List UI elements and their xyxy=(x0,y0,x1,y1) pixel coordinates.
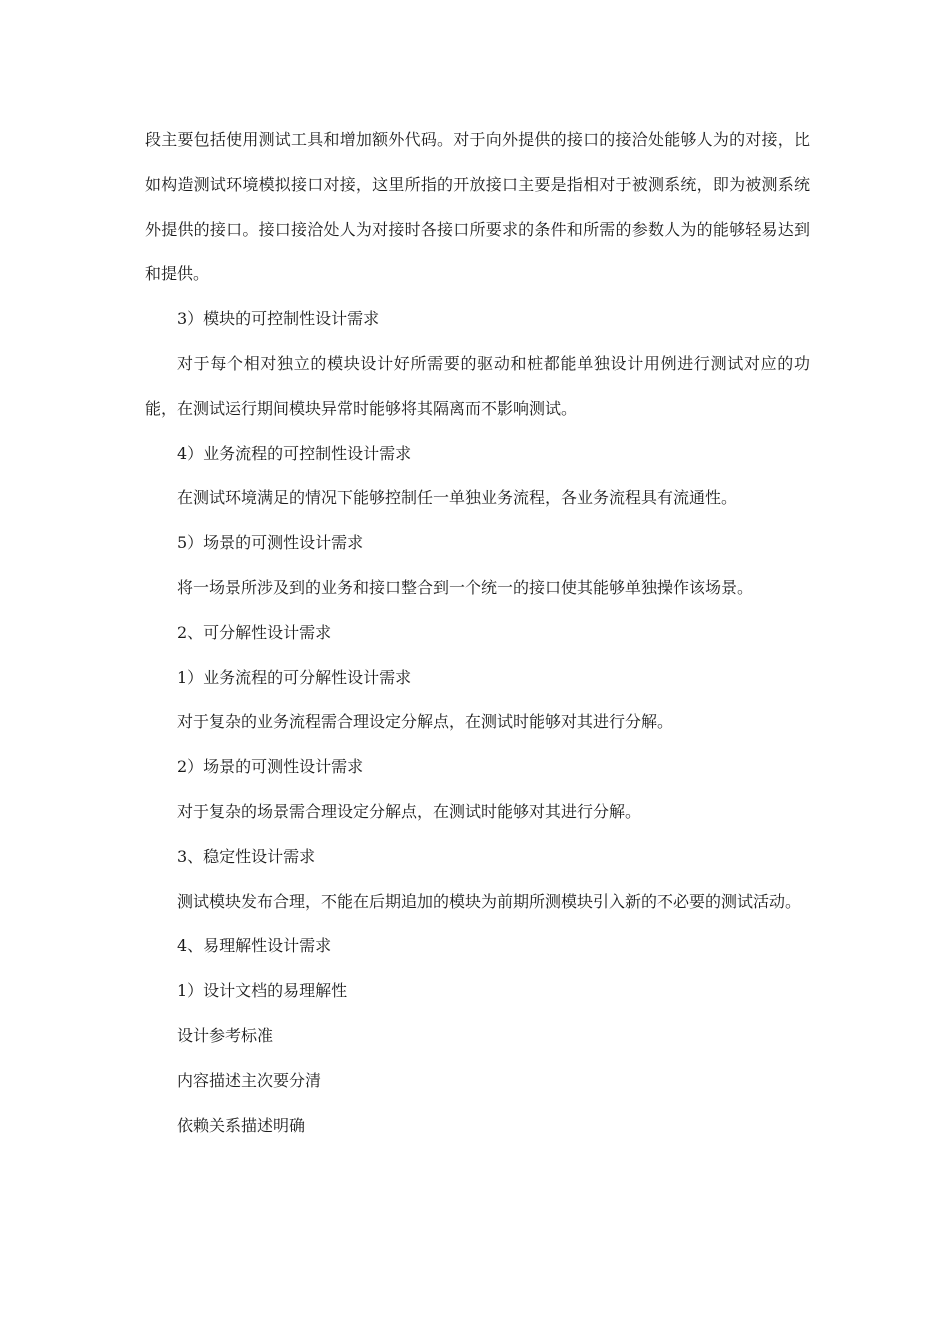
document-body xyxy=(145,118,810,1148)
paragraph-scene-decomposability: 对于复杂的场景需合理设定分解点，在测试时能够对其进行分解。 xyxy=(177,801,642,821)
heading-understandability: 4、易理解性设计需求 xyxy=(177,936,332,956)
paragraph-module-controllability: 对于每个相对独立的模块设计好所需要的驱动和桩都能单独设计用例进行测试对应的功能，在测试运行期间模块异常时能够将其隔离而不影响测试。 xyxy=(145,353,810,418)
paragraph-process-decomposability: 对于复杂的业务流程需合理设定分解点，在测试时能够对其进行分解。 xyxy=(177,712,674,732)
list-item-dependency-description: 依赖关系描述明确 xyxy=(177,1115,306,1135)
subheading-process-decomposability: 1）业务流程的可分解性设计需求 xyxy=(177,667,412,687)
paragraph-continuation: 段主要包括使用测试工具和增加额外代码。对于向外提供的接口的接洽处能够人为的对接，比如构造测试环境模拟接口对接，这里所指的开放接口主要是指相对于被测系统，即为被测系统外提供的接口。接口接洽处人为对接时各接口所要求的条件和所需的参数人为的能够轻易达到和提供。 xyxy=(145,130,810,284)
subheading-module-controllability: 3）模块的可控制性设计需求 xyxy=(177,309,380,329)
paragraph-scene-testability: 将一场景所涉及到的业务和接口整合到一个统一的接口使其能够单独操作该场景。 xyxy=(177,577,754,597)
heading-stability: 3、稳定性设计需求 xyxy=(177,846,316,866)
list-item-reference-standard: 设计参考标准 xyxy=(177,1025,274,1045)
list-item-content-priority: 内容描述主次要分清 xyxy=(177,1070,322,1090)
subheading-scene-testability: 5）场景的可测性设计需求 xyxy=(177,533,364,553)
subheading-doc-understandability: 1）设计文档的易理解性 xyxy=(177,981,348,1001)
paragraph-process-controllability: 在测试环境满足的情况下能够控制任一单独业务流程，各业务流程具有流通性。 xyxy=(177,488,738,508)
paragraph-stability: 测试模块发布合理，不能在后期追加的模块为前期所测模块引入新的不必要的测试活动。 xyxy=(177,891,802,911)
heading-decomposability: 2、可分解性设计需求 xyxy=(177,622,332,642)
subheading-process-controllability: 4）业务流程的可控制性设计需求 xyxy=(177,443,412,463)
subheading-scene-testability-2: 2）场景的可测性设计需求 xyxy=(177,757,364,777)
